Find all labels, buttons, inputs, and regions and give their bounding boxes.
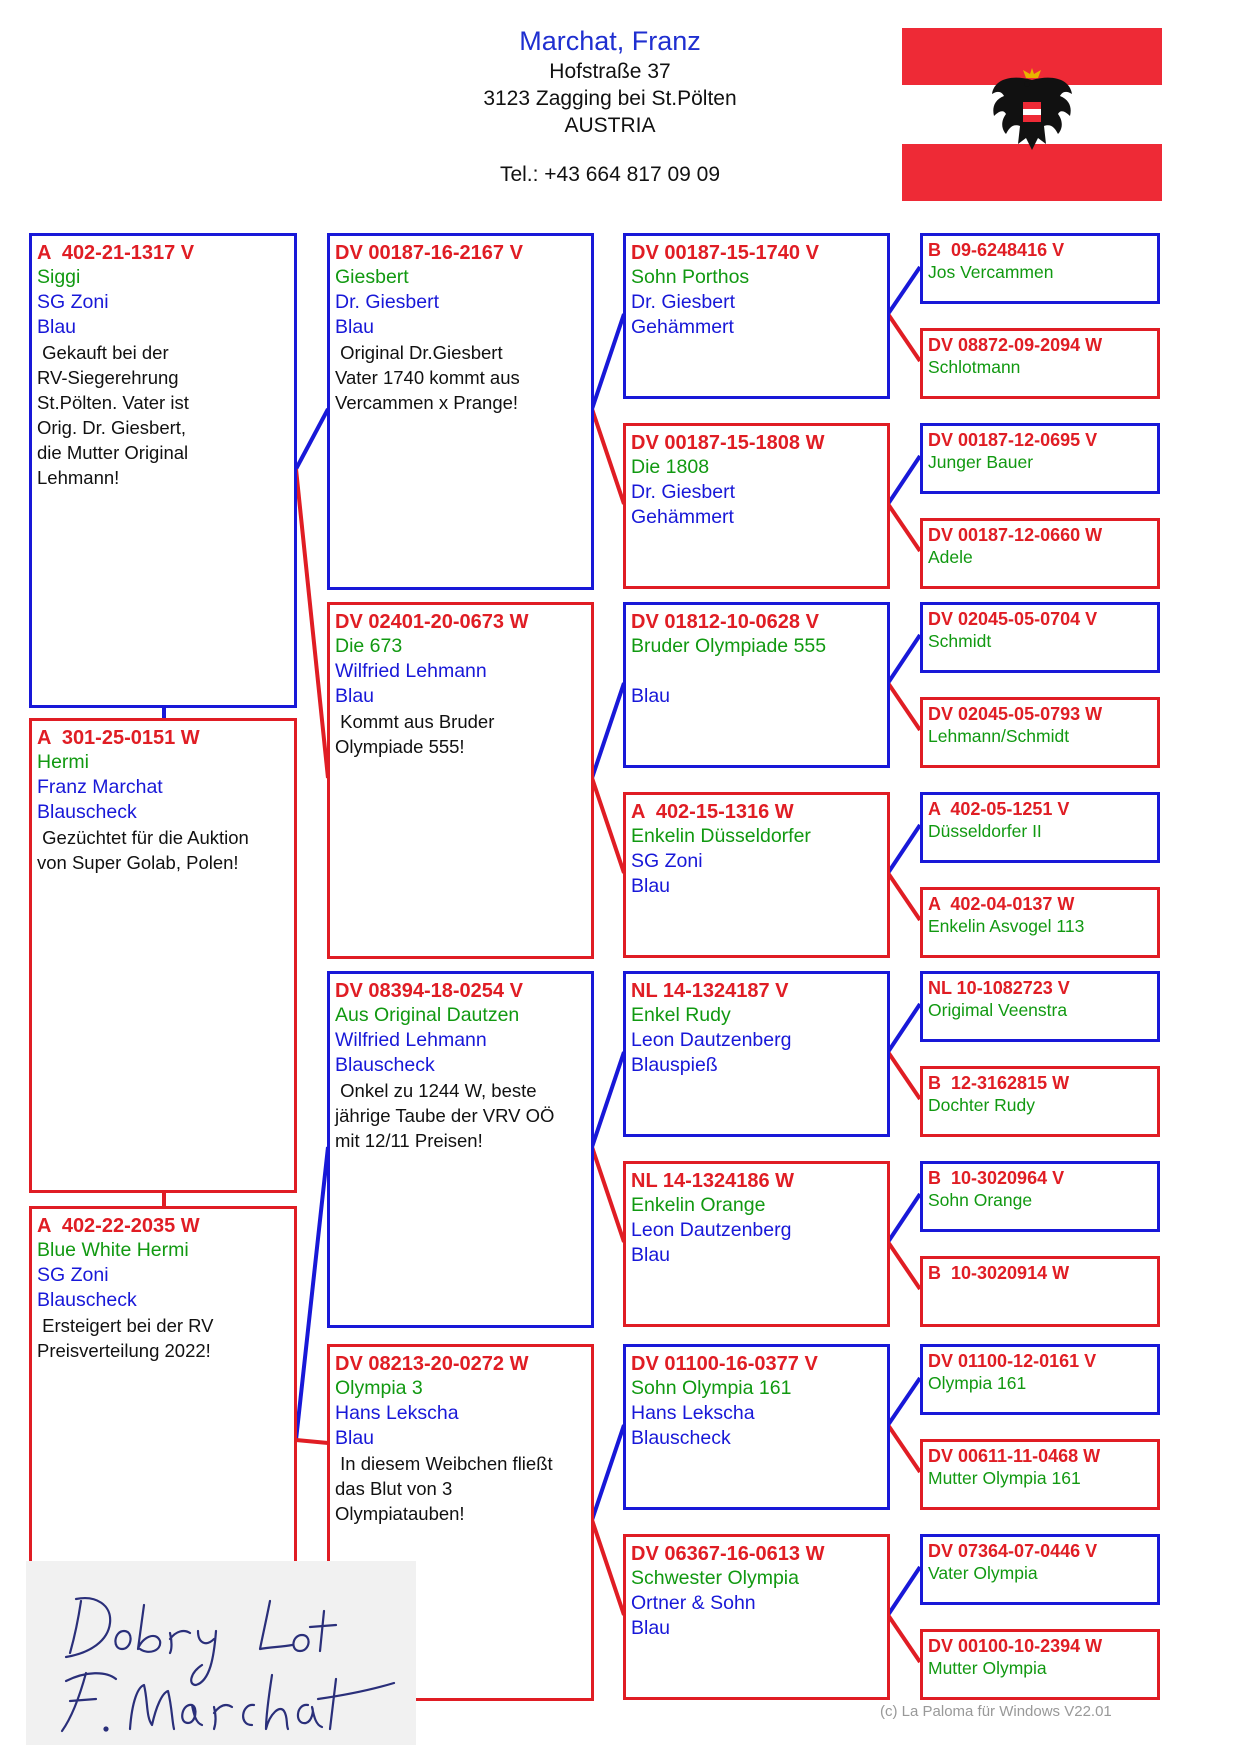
pigeon-name: Enkelin Orange <box>631 1194 766 1216</box>
pigeon-name: Enkelin Asvogel 113 <box>928 916 1085 936</box>
pigeon-main[interactable] <box>29 233 297 708</box>
ring-number: B 09-6248416 V <box>928 240 1065 260</box>
pigeon-name: Sohn Porthos <box>631 266 750 288</box>
owner-header <box>420 24 800 188</box>
pigeon-note: Kommt aus Bruder Olympiade 555! <box>335 711 495 757</box>
ring-number: A 402-04-0137 W <box>928 894 1075 914</box>
pigeon-name: Jos Vercammen <box>928 262 1054 282</box>
ring-number: DV 00187-16-2167 V <box>335 242 523 264</box>
austria-flag <box>902 28 1162 201</box>
pigeon-name: Olympia 161 <box>928 1373 1027 1393</box>
ring-number: A 402-05-1251 V <box>928 799 1070 819</box>
pigeon-ggp2[interactable] <box>920 328 1160 399</box>
pigeon-ggp5[interactable] <box>920 602 1160 673</box>
owner-city: 3123 Zagging bei St.Pölten <box>483 87 737 110</box>
pigeon-name: Adele <box>928 547 973 567</box>
pigeon-color: Blau <box>631 1617 671 1639</box>
pigeon-breeder: Hans Lekscha <box>631 1402 755 1424</box>
ring-number: DV 00187-12-0695 V <box>928 430 1098 450</box>
pigeon-ggp14[interactable] <box>920 1439 1160 1510</box>
pigeon-ggp6[interactable] <box>920 697 1160 768</box>
pigeon-ggp11[interactable] <box>920 1161 1160 1232</box>
pigeon-name: Enkelin Düsseldorfer <box>631 825 811 847</box>
pigeon-breeder: Franz Marchat <box>37 776 163 798</box>
pigeon-note: Original Dr.Giesbert Vater 1740 kommt aus Vercammen x Prange! <box>335 342 520 413</box>
ring-number: B 10-3020914 W <box>928 1263 1070 1283</box>
pigeon-gp2[interactable] <box>623 423 890 589</box>
pigeon-color: Gehämmert <box>631 316 734 338</box>
pigeon-name: Vater Olympia <box>928 1563 1038 1583</box>
pigeon-note: Gezüchtet für die Auktion von Super Golab, Polen! <box>37 827 249 873</box>
pigeon-breeder: SG Zoni <box>37 291 109 313</box>
ring-number: A 301-25-0151 W <box>37 727 200 749</box>
pigeon-name: Hermi <box>37 751 89 773</box>
pigeon-color: Blau <box>631 1244 671 1266</box>
pigeon-name: Sohn Olympia 161 <box>631 1377 792 1399</box>
pigeon-ggp12[interactable] <box>920 1256 1160 1327</box>
pigeon-mate1[interactable] <box>29 718 297 1193</box>
pigeon-gp5[interactable] <box>623 971 890 1137</box>
pigeon-color: Blauspieß <box>631 1054 718 1076</box>
owner-phone: Tel.: +43 664 817 09 09 <box>499 163 721 186</box>
pigeon-mate-sire[interactable] <box>327 971 594 1328</box>
pigeon-color: Blauscheck <box>37 801 137 823</box>
pigeon-ggp3[interactable] <box>920 423 1160 494</box>
pigeon-ggp1[interactable] <box>920 233 1160 304</box>
ring-number: B 12-3162815 W <box>928 1073 1070 1093</box>
pigeon-note: Ersteigert bei der RV Preisverteilung 2022! <box>37 1315 214 1361</box>
pigeon-name: Siggi <box>37 266 81 288</box>
ring-number: DV 02045-05-0704 V <box>928 609 1098 629</box>
pigeon-color: Blau <box>631 875 671 897</box>
pigeon-ggp10[interactable] <box>920 1066 1160 1137</box>
ring-number: DV 08213-20-0272 W <box>335 1353 529 1375</box>
pigeon-name: Schwester Olympia <box>631 1567 799 1589</box>
pigeon-breeder: SG Zoni <box>37 1264 109 1286</box>
ring-number: A 402-15-1316 W <box>631 801 794 823</box>
pigeon-note: In diesem Weibchen fließt das Blut von 3 Olympiatauben! <box>335 1453 553 1524</box>
ring-number: DV 07364-07-0446 V <box>928 1541 1098 1561</box>
pigeon-breeder: Wilfried Lehmann <box>335 1029 487 1051</box>
pigeon-breeder: Dr. Giesbert <box>631 291 736 313</box>
ring-number: A 402-22-2035 W <box>37 1215 200 1237</box>
ring-number: DV 01100-12-0161 V <box>928 1351 1097 1371</box>
pigeon-color: Blauscheck <box>631 1427 731 1449</box>
pigeon-color: Blauscheck <box>335 1054 435 1076</box>
pigeon-breeder: Leon Dautzenberg <box>631 1219 792 1241</box>
pigeon-mate2[interactable] <box>29 1206 297 1606</box>
ring-number: DV 06367-16-0613 W <box>631 1543 825 1565</box>
pigeon-breeder: Wilfried Lehmann <box>335 660 487 682</box>
pigeon-name: Die 673 <box>335 635 403 657</box>
pigeon-color: Blau <box>37 316 77 338</box>
pigeon-dam[interactable] <box>327 602 594 959</box>
owner-name: Marchat, Franz <box>519 26 701 56</box>
pigeon-color: Blau <box>335 1427 375 1449</box>
pigeon-note: Onkel zu 1244 W, beste jährige Taube der VRV OÖ mit 12/11 Preisen! <box>335 1080 555 1151</box>
pigeon-name: Schmidt <box>928 631 992 651</box>
pigeon-gp6[interactable] <box>623 1161 890 1327</box>
pigeon-gp3[interactable] <box>623 602 890 768</box>
ring-number: DV 00187-15-1740 V <box>631 242 819 264</box>
pigeon-name: Bruder Olympiade 555 <box>631 635 827 657</box>
copyright-text: (c) La Paloma für Windows V22.01 <box>880 1703 1112 1720</box>
pigeon-name: Schlotmann <box>928 357 1021 377</box>
pigeon-name: Aus Original Dautzen <box>335 1004 520 1026</box>
pigeon-name: Olympia 3 <box>335 1377 423 1399</box>
pigeon-name: Mutter Olympia <box>928 1658 1047 1678</box>
owner-country: AUSTRIA <box>564 114 656 137</box>
ring-number: DV 00100-10-2394 W <box>928 1636 1103 1656</box>
pigeon-ggp8[interactable] <box>920 887 1160 958</box>
ring-number: NL 14-1324186 W <box>631 1170 795 1192</box>
pigeon-name: Origimal Veenstra <box>928 1000 1068 1020</box>
pigeon-color: Blau <box>335 685 375 707</box>
ring-number: DV 02401-20-0673 W <box>335 611 529 633</box>
pigeon-name: Dochter Rudy <box>928 1095 1035 1115</box>
pigeon-color: Blau <box>631 685 671 707</box>
pigeon-ggp7[interactable] <box>920 792 1160 863</box>
pigeon-name: Giesbert <box>335 266 409 288</box>
pigeon-color: Gehämmert <box>631 506 734 528</box>
pigeon-color: Blauscheck <box>37 1289 137 1311</box>
pigeon-name: Blue White Hermi <box>37 1239 189 1261</box>
ring-number: DV 01812-10-0628 V <box>631 611 819 633</box>
pigeon-name: Die 1808 <box>631 456 710 478</box>
pigeon-color: Blau <box>335 316 375 338</box>
pigeon-gp4[interactable] <box>623 792 890 958</box>
pigeon-ggp15[interactable] <box>920 1534 1160 1605</box>
pigeon-name: Sohn Orange <box>928 1190 1033 1210</box>
pigeon-ggp9[interactable] <box>920 971 1160 1042</box>
ring-number: DV 08872-09-2094 W <box>928 335 1103 355</box>
pigeon-breeder: Ortner & Sohn <box>631 1592 756 1614</box>
ring-number: DV 00611-11-0468 W <box>928 1446 1101 1466</box>
pigeon-ggp4[interactable] <box>920 518 1160 589</box>
pigeon-gp7[interactable] <box>623 1344 890 1510</box>
pigeon-gp1[interactable] <box>623 233 890 399</box>
pigeon-breeder: Hans Lekscha <box>335 1402 459 1424</box>
pigeon-breeder: SG Zoni <box>631 850 703 872</box>
ring-number: DV 00187-12-0660 W <box>928 525 1103 545</box>
pigeon-breeder: Dr. Giesbert <box>631 481 736 503</box>
ring-number: DV 02045-05-0793 W <box>928 704 1103 724</box>
pigeon-name: Junger Bauer <box>928 452 1034 472</box>
handwritten-signature <box>26 1561 416 1745</box>
ring-number: NL 14-1324187 V <box>631 980 789 1002</box>
pigeon-ggp13[interactable] <box>920 1344 1160 1415</box>
ring-number: DV 00187-15-1808 W <box>631 432 825 454</box>
pigeon-name: Enkel Rudy <box>631 1004 731 1026</box>
ring-number: B 10-3020964 V <box>928 1168 1065 1188</box>
pigeon-breeder: Dr. Giesbert <box>335 291 440 313</box>
owner-street: Hofstraße 37 <box>549 60 671 83</box>
pigeon-note: Gekauft bei der RV-Siegerehrung St.Pölten. Vater ist Orig. Dr. Giesbert, die Mutter Original Lehmann! <box>37 342 189 488</box>
pigeon-breeder: Leon Dautzenberg <box>631 1029 792 1051</box>
ring-number: A 402-21-1317 V <box>37 242 195 264</box>
pigeon-gp8[interactable] <box>623 1534 890 1700</box>
pigeon-name: Lehmann/Schmidt <box>928 726 1070 746</box>
pigeon-ggp16[interactable] <box>920 1629 1160 1700</box>
pigeon-name: Mutter Olympia 161 <box>928 1468 1081 1488</box>
ring-number: NL 10-1082723 V <box>928 978 1070 998</box>
pigeon-name: Düsseldorfer II <box>928 821 1042 841</box>
ring-number: DV 08394-18-0254 V <box>335 980 523 1002</box>
pigeon-breeder <box>631 659 883 684</box>
ring-number: DV 01100-16-0377 V <box>631 1353 818 1375</box>
pigeon-sire[interactable] <box>327 233 594 590</box>
